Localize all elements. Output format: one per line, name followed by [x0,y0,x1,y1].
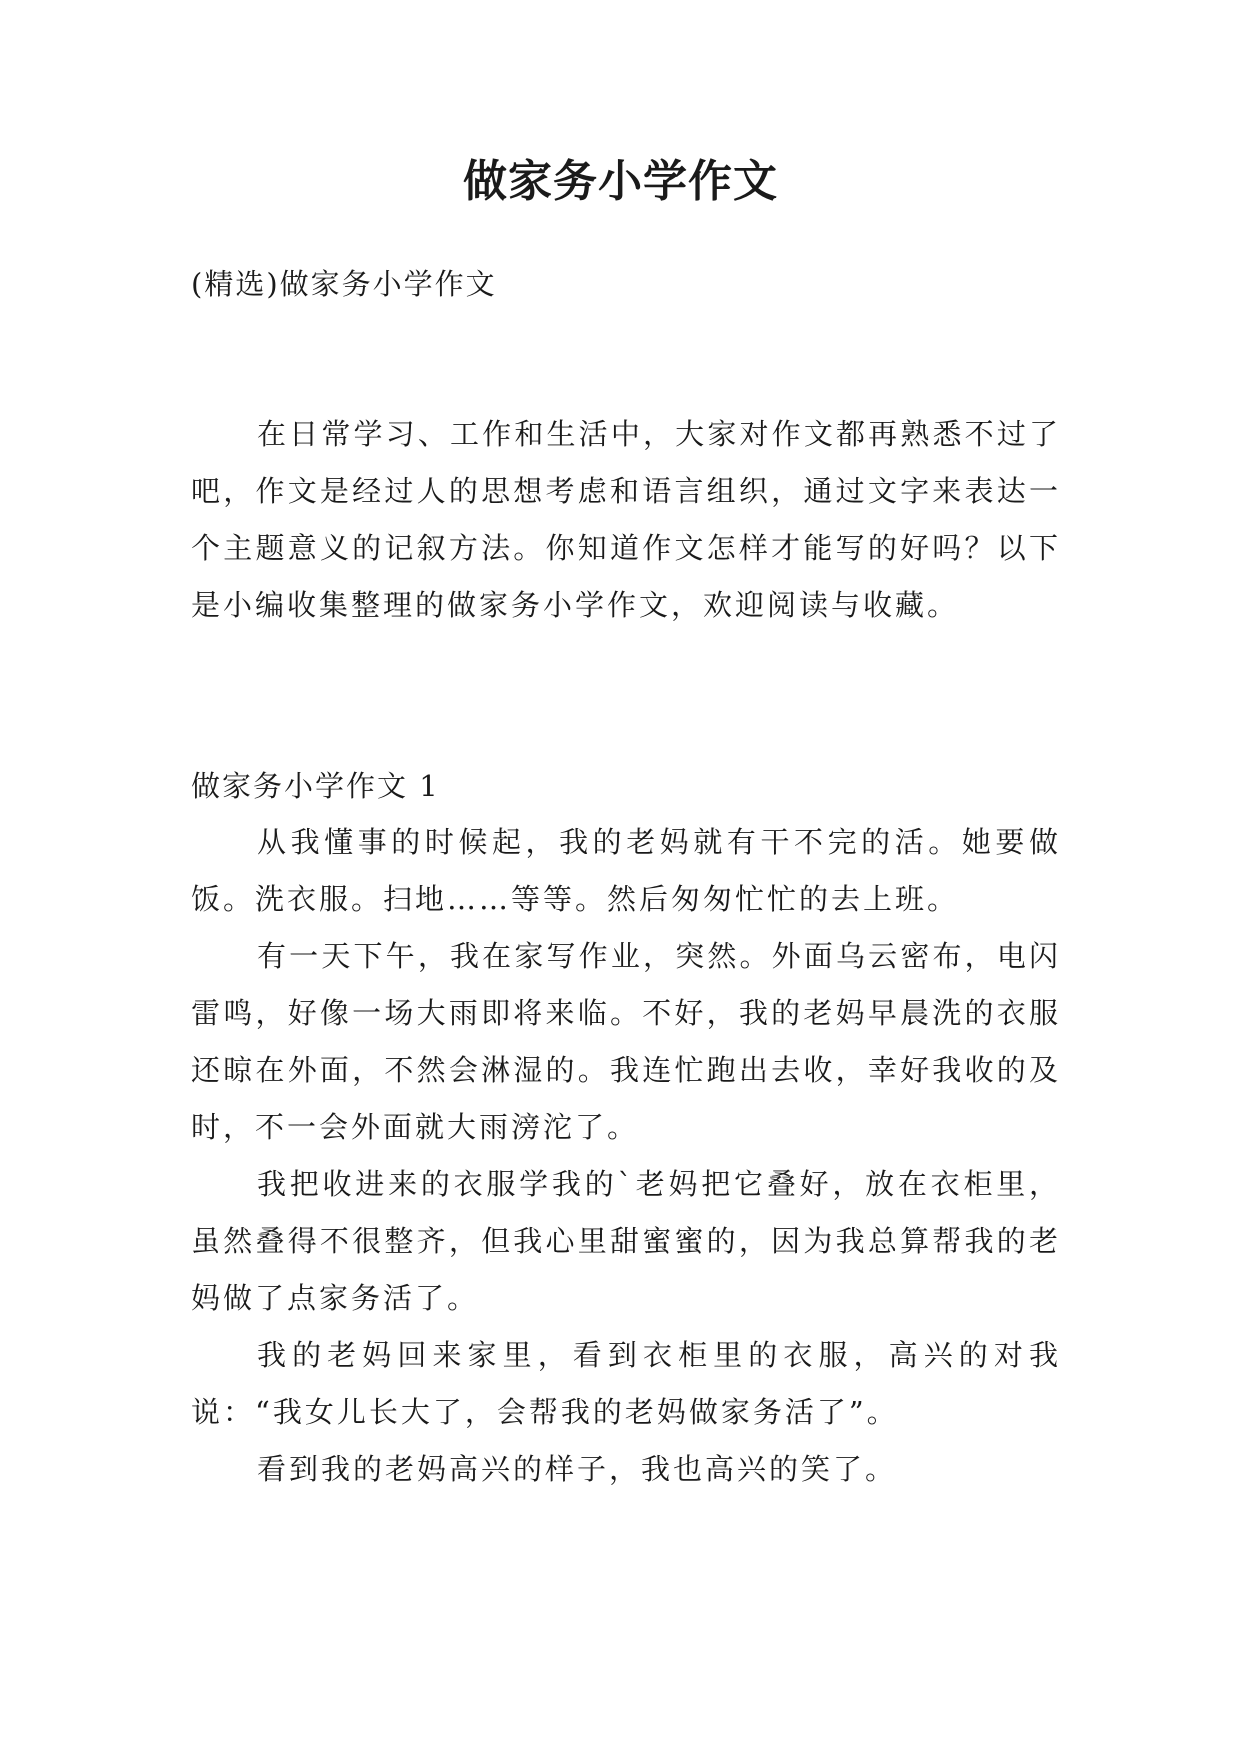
document-title: 做家务小学作文 [463,156,778,207]
essay-paragraph: 我的老妈回来家里，看到衣柜里的衣服，高兴的对我说：“我女儿长大了，会帮我的老妈做家务活了”。 [191,1338,1061,1429]
essay-paragraph: 有一天下午，我在家写作业，突然。外面乌云密布，电闪雷鸣，好像一场大雨即将来临。不好，我的老妈早晨洗的衣服还晾在外面，不然会淋湿的。我连忙跑出去收，幸好我收的及时，不一会外面就大雨滂沱了。 [191,939,1061,1144]
essay-body [191,814,1061,1498]
document-subtitle: (精选)做家务小学作文 [191,267,497,301]
essay-paragraph: 我把收进来的衣服学我的`老妈把它叠好，放在衣柜里，虽然叠得不很整齐，但我心里甜蜜蜜的，因为我总算帮我的老妈做了点家务活了。 [191,1167,1061,1315]
essay-paragraph: 看到我的老妈高兴的样子，我也高兴的笑了。 [257,1452,898,1486]
essay-paragraph: 从我懂事的时候起，我的老妈就有干不完的活。她要做饭。洗衣服。扫地……等等。然后匆匆忙忙的去上班。 [191,825,1061,916]
intro-section [191,406,1061,634]
intro-paragraph: 在日常学习、工作和生活中，大家对作文都再熟悉不过了吧，作文是经过人的思想考虑和语言组织，通过文字来表达一个主题意义的记叙方法。你知道作文怎样才能写的好吗？以下是小编收集整理的做家务小学作文，欢迎阅读与收藏。 [191,417,1061,622]
section-heading: 做家务小学作文 1 [191,769,440,803]
